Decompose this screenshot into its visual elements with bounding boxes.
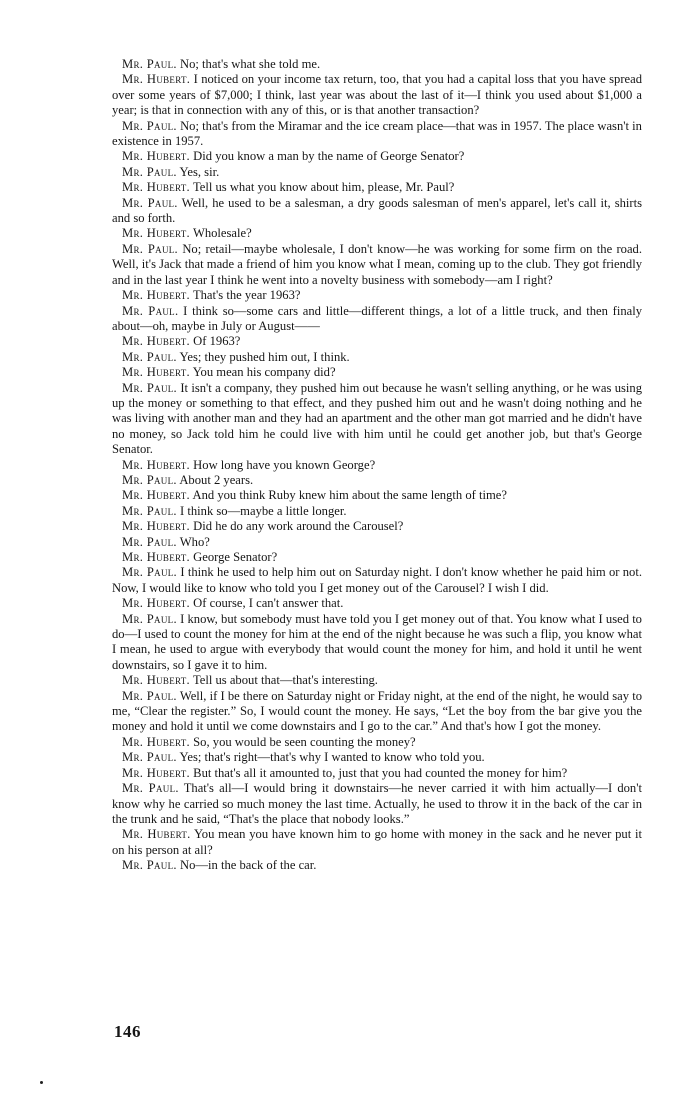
testimony-transcript bbox=[112, 57, 642, 874]
transcript-paragraph bbox=[112, 365, 642, 380]
speaker-name: Mr. Hubert. bbox=[122, 827, 191, 842]
transcript-paragraph bbox=[112, 304, 642, 335]
speaker-name: Mr. Hubert. bbox=[122, 334, 191, 349]
testimony-text: But that's all it amounted to, just that you had counted the money for him? bbox=[193, 765, 568, 780]
transcript-paragraph bbox=[112, 180, 642, 195]
testimony-text: You mean you have known him to go home with money in the sack and he never put it on his person at all? bbox=[112, 827, 642, 857]
transcript-paragraph bbox=[112, 488, 642, 503]
transcript-paragraph bbox=[112, 519, 642, 534]
transcript-paragraph bbox=[112, 242, 642, 288]
testimony-text: I know, but somebody must have told you I get money out of that. You know what I used to do—I used to count the money for him at the end of the night because he was such a flip, you know what I mean, he used to argue with everybody that would count the money for him, and hold it until he went downstairs, so I gave it to him. bbox=[112, 611, 642, 672]
transcript-paragraph bbox=[112, 766, 642, 781]
speaker-name: Mr. Hubert. bbox=[122, 226, 191, 241]
speaker-name: Mr. Hubert. bbox=[122, 519, 191, 534]
testimony-text: I think so—some cars and little—different things, a lot of a little truck, and then finaly about—oh, maybe in July or August—— bbox=[112, 303, 642, 333]
transcript-paragraph bbox=[112, 72, 642, 118]
testimony-text: I think so—maybe a little longer. bbox=[180, 503, 347, 518]
testimony-text: About 2 years. bbox=[179, 472, 254, 487]
transcript-paragraph bbox=[112, 226, 642, 241]
scan-speck bbox=[40, 1081, 43, 1084]
speaker-name: Mr. Hubert. bbox=[122, 734, 191, 749]
testimony-text: Tell us what you know about him, please, Mr. Paul? bbox=[192, 180, 455, 195]
speaker-name: Mr. Paul. bbox=[122, 472, 177, 487]
testimony-text: So, you would be seen counting the money? bbox=[193, 734, 416, 749]
testimony-text: Yes, sir. bbox=[179, 164, 220, 179]
speaker-name: Mr. Paul. bbox=[122, 57, 177, 71]
testimony-text: Of course, I can't answer that. bbox=[193, 596, 344, 611]
transcript-paragraph bbox=[112, 149, 642, 164]
speaker-name: Mr. Hubert. bbox=[122, 457, 191, 472]
transcript-paragraph bbox=[112, 119, 642, 150]
testimony-text: Of 1963? bbox=[193, 334, 241, 349]
speaker-name: Mr. Paul. bbox=[122, 303, 179, 318]
page-number: 146 bbox=[114, 1022, 141, 1041]
testimony-text: That's all—I would bring it downstairs—he never carried it with him actually—I don't know why he carried so much money the last time. Actually, he used to throw it in the back of the car in the trunk and he said, “That's the place that nobody looks.” bbox=[112, 781, 642, 826]
transcript-paragraph bbox=[112, 334, 642, 349]
speaker-name: Mr. Hubert. bbox=[122, 149, 191, 164]
testimony-text: You mean his company did? bbox=[192, 365, 336, 380]
transcript-paragraph bbox=[112, 735, 642, 750]
transcript-paragraph bbox=[112, 473, 642, 488]
transcript-paragraph bbox=[112, 458, 642, 473]
speaker-name: Mr. Paul. bbox=[122, 503, 177, 518]
transcript-paragraph bbox=[112, 288, 642, 303]
testimony-text: It isn't a company, they pushed him out because he wasn't selling anything, or he was using up the money or something to that effect, and they pushed him out and he wasn't doing nothing and he was living with another man and they had an apartment and the other man got married and he didn't have no money, so Jack told him he could live with him until he could get another job, but that's George Senator. bbox=[112, 380, 642, 457]
speaker-name: Mr. Paul. bbox=[122, 565, 178, 580]
speaker-name: Mr. Hubert. bbox=[122, 365, 191, 380]
transcript-paragraph bbox=[112, 535, 642, 550]
transcript-paragraph bbox=[112, 504, 642, 519]
speaker-name: Mr. Paul. bbox=[122, 241, 178, 256]
transcript-paragraph bbox=[112, 612, 642, 674]
speaker-name: Mr. Paul. bbox=[122, 164, 177, 179]
speaker-name: Mr. Hubert. bbox=[122, 288, 191, 303]
speaker-name: Mr. Paul. bbox=[122, 750, 177, 765]
transcript-paragraph bbox=[112, 350, 642, 365]
testimony-text: No—in the back of the car. bbox=[180, 858, 317, 873]
speaker-name: Mr. Paul. bbox=[122, 195, 178, 210]
speaker-name: Mr. Paul. bbox=[122, 781, 179, 796]
testimony-text: Yes; that's right—that's why I wanted to know who told you. bbox=[179, 750, 485, 765]
transcript-paragraph bbox=[112, 858, 642, 873]
transcript-paragraph bbox=[112, 381, 642, 458]
testimony-text: Did he do any work around the Carousel? bbox=[193, 519, 404, 534]
speaker-name: Mr. Paul. bbox=[122, 118, 177, 133]
transcript-paragraph bbox=[112, 673, 642, 688]
testimony-text: Did you know a man by the name of George Senator? bbox=[193, 149, 465, 164]
testimony-text: George Senator? bbox=[193, 550, 278, 564]
testimony-text: How long have you known George? bbox=[193, 457, 376, 472]
testimony-text: I noticed on your income tax return, too, that you had a capital loss that you have spread over some years of $7,000; I think, last year was about the last of it—I think you used about $1,000 a year; is that in connection with any of this, or is that another transaction? bbox=[112, 72, 642, 118]
testimony-text: Well, if I be there on Saturday night or Friday night, at the end of the night, he would say to me, “Clear the register.” So, I would count the money. He says, “Let the boy from the bar give you the money and hold it until we come downstairs and I go to the car.” And that's how I got the money. bbox=[112, 688, 642, 734]
speaker-name: Mr. Hubert. bbox=[122, 765, 191, 780]
speaker-name: Mr. Hubert. bbox=[122, 488, 191, 503]
testimony-text: That's the year 1963? bbox=[192, 288, 301, 303]
transcript-paragraph bbox=[112, 550, 642, 565]
transcript-paragraph bbox=[112, 196, 642, 227]
transcript-paragraph bbox=[112, 689, 642, 735]
transcript-paragraph bbox=[112, 565, 642, 596]
transcript-paragraph bbox=[112, 165, 642, 180]
speaker-name: Mr. Paul. bbox=[122, 688, 177, 703]
speaker-name: Mr. Paul. bbox=[122, 611, 177, 626]
transcript-paragraph bbox=[112, 781, 642, 827]
speaker-name: Mr. Hubert. bbox=[122, 550, 191, 564]
testimony-text: No; retail—maybe wholesale, I don't know—he was working for some firm on the road. Well, it's Jack that made a friend of him you know what I mean, coming up to the club. They got friendly and in the last year I think he went into a novelty business with somebody—am I right? bbox=[112, 241, 642, 287]
speaker-name: Mr. Paul. bbox=[122, 380, 178, 395]
testimony-text: Tell us about that—that's interesting. bbox=[192, 673, 378, 688]
testimony-text: I think he used to help him out on Saturday night. I don't know whether he paid him or not. Now, I would like to know who told you I get money out of the Carousel? I wish I did. bbox=[112, 565, 642, 595]
speaker-name: Mr. Paul. bbox=[122, 349, 177, 364]
speaker-name: Mr. Paul. bbox=[122, 534, 177, 549]
testimony-text: Wholesale? bbox=[192, 226, 252, 241]
speaker-name: Mr. Hubert. bbox=[122, 596, 191, 611]
speaker-name: Mr. Hubert. bbox=[122, 673, 191, 688]
testimony-text: Yes; they pushed him out, I think. bbox=[179, 349, 350, 364]
testimony-text: And you think Ruby knew him about the same length of time? bbox=[192, 488, 507, 503]
speaker-name: Mr. Hubert. bbox=[122, 72, 191, 87]
testimony-text: Well, he used to be a salesman, a dry goods salesman of men's apparel, let's call it, shirts and so forth. bbox=[112, 195, 642, 226]
transcript-paragraph bbox=[112, 827, 642, 858]
testimony-text: No; that's from the Miramar and the ice cream place—that was in 1957. The place wasn't in existence in 1957. bbox=[112, 118, 642, 149]
speaker-name: Mr. Paul. bbox=[122, 858, 177, 873]
transcript-paragraph bbox=[112, 596, 642, 611]
speaker-name: Mr. Hubert. bbox=[122, 180, 191, 195]
transcript-paragraph bbox=[112, 57, 642, 72]
transcript-paragraph bbox=[112, 750, 642, 765]
testimony-text: Who? bbox=[179, 534, 210, 549]
testimony-text: No; that's what she told me. bbox=[180, 57, 321, 71]
